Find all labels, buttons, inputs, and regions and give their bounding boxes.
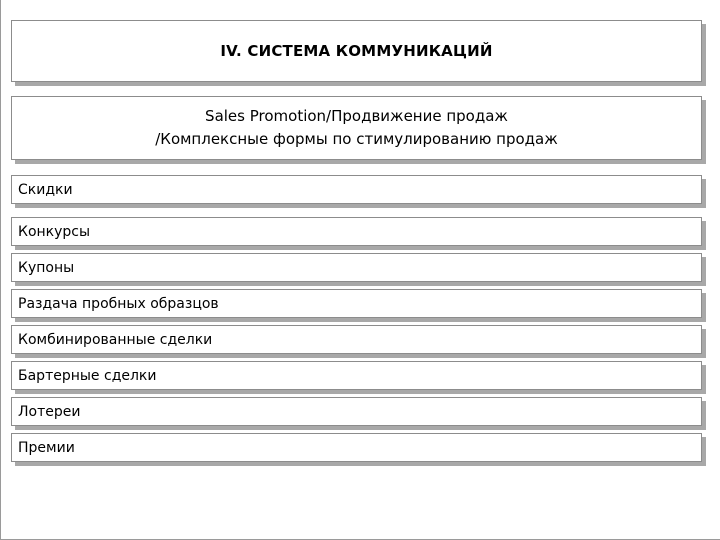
- list-item-discounts: [11, 175, 702, 204]
- list-item-label: Раздача пробных образцов: [18, 295, 219, 312]
- list-item-label: Бартерные сделки: [18, 367, 157, 384]
- subtitle-line-1: Sales Promotion/Продвижение продаж: [205, 107, 508, 125]
- list-item-combined-deals: [11, 325, 702, 354]
- slide-title: IV. СИСТЕМА КОММУНИКАЦИЙ: [220, 42, 493, 60]
- list-item-label: Премии: [18, 439, 75, 456]
- title-box: [11, 20, 702, 82]
- subtitle-box: [11, 96, 702, 160]
- list-item-label: Скидки: [18, 181, 73, 198]
- list-item-contests: [11, 217, 702, 246]
- list-item-label: Конкурсы: [18, 223, 91, 240]
- list-item-lotteries: [11, 397, 702, 426]
- list-item-barter-deals: [11, 361, 702, 390]
- list-item-samples: [11, 289, 702, 318]
- list-item-premiums: [11, 433, 702, 462]
- list-item-label: Купоны: [18, 259, 75, 276]
- subtitle-line-2: /Комплексные формы по стимулированию продаж: [155, 130, 558, 148]
- list-item-label: Лотереи: [18, 403, 81, 420]
- list-item-coupons: [11, 253, 702, 282]
- list-item-label: Комбинированные сделки: [18, 331, 213, 348]
